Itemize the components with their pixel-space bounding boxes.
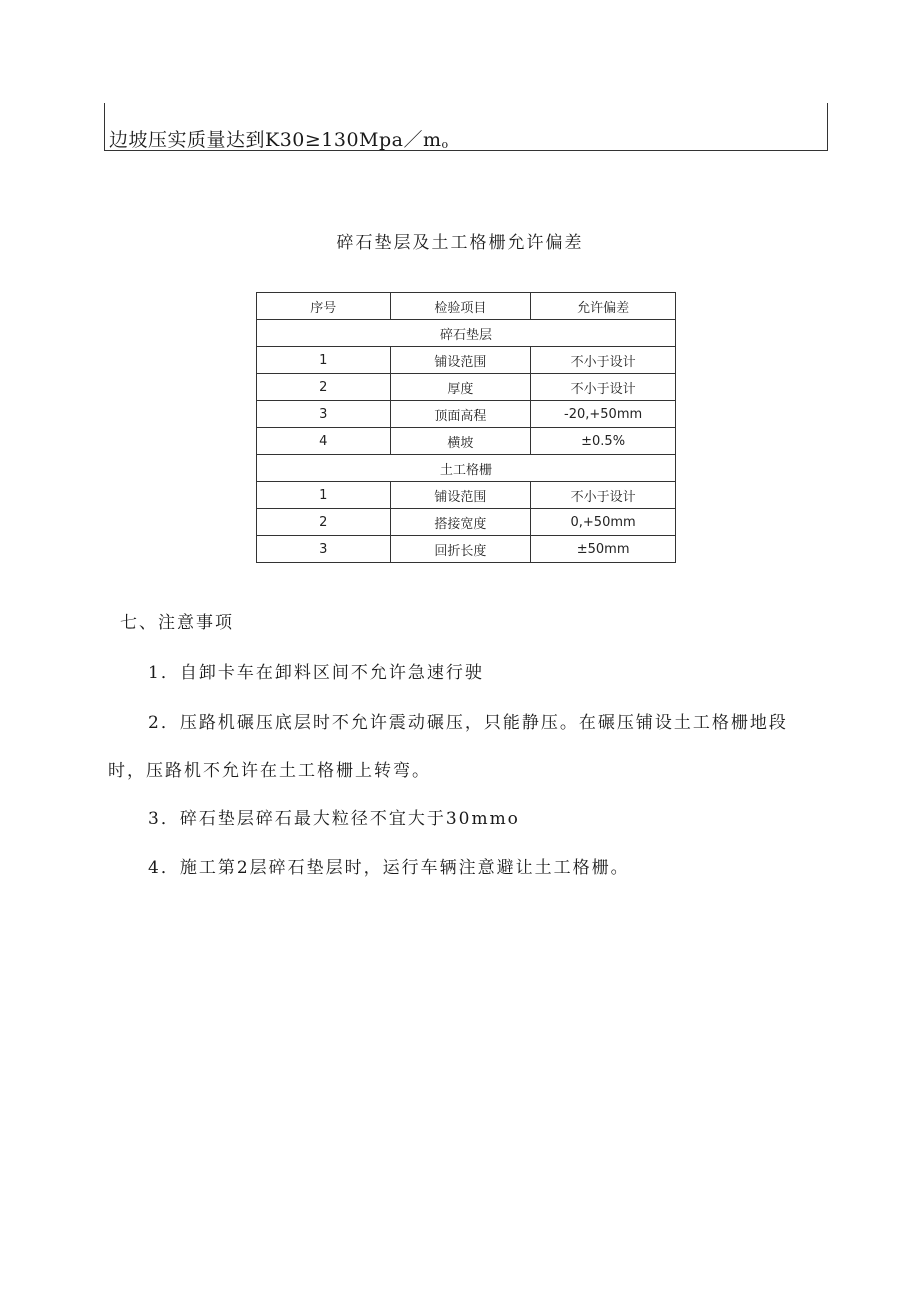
table-title: 碎石垫层及土工格栅允许偏差	[336, 233, 584, 253]
table-row	[257, 374, 676, 401]
header-tolerance: 允许偏差	[531, 293, 676, 320]
cell-item: 回折长度	[390, 536, 531, 563]
cell-seq: 4	[257, 428, 391, 455]
section-row	[257, 455, 676, 482]
header-seq: 序号	[257, 293, 391, 320]
note-item-3: 3．碎石垫层碎石最大粒径不宜大于30mmo	[148, 809, 520, 829]
cell-tolerance: 不小于设计	[531, 347, 676, 374]
table-header-row	[257, 293, 676, 320]
unit-subscript: o	[441, 138, 449, 151]
compaction-requirement-text: 边坡压实质量达到K30≥130Mpa／mo	[109, 129, 449, 151]
tolerance-table	[256, 292, 676, 563]
table-row	[257, 482, 676, 509]
cell-tolerance: 不小于设计	[531, 374, 676, 401]
header-item: 检验项目	[390, 293, 531, 320]
section-title: 碎石垫层	[257, 320, 676, 347]
cell-tolerance: ±0.5%	[531, 428, 676, 455]
section-title: 土工格栅	[257, 455, 676, 482]
cell-seq: 1	[257, 482, 391, 509]
cell-item: 顶面高程	[390, 401, 531, 428]
cell-item: 铺设范围	[390, 347, 531, 374]
table-row	[257, 536, 676, 563]
cell-tolerance: 不小于设计	[531, 482, 676, 509]
cell-seq: 2	[257, 509, 391, 536]
cell-seq: 2	[257, 374, 391, 401]
note-item-1: 1．自卸卡车在卸料区间不允许急速行驶	[148, 663, 484, 683]
cell-tolerance: ±50mm	[531, 536, 676, 563]
table-row	[257, 347, 676, 374]
table-row	[257, 401, 676, 428]
note-item-2-continued: 时，压路机不允许在土工格栅上转弯。	[108, 761, 431, 781]
cell-item: 横坡	[390, 428, 531, 455]
table-row	[257, 428, 676, 455]
table-row	[257, 509, 676, 536]
cell-item: 厚度	[390, 374, 531, 401]
cell-seq: 3	[257, 401, 391, 428]
cell-item: 搭接宽度	[390, 509, 531, 536]
cell-seq: 3	[257, 536, 391, 563]
notes-heading: 七、注意事项	[120, 613, 234, 633]
note-item-2: 2．压路机碾压底层时不允许震动碾压，只能静压。在碾压铺设土工格栅地段	[148, 713, 788, 733]
cell-tolerance: 0,+50mm	[531, 509, 676, 536]
note-item-4: 4．施工第2层碎石垫层时，运行车辆注意避让土工格栅。	[148, 858, 630, 878]
cell-item: 铺设范围	[390, 482, 531, 509]
cell-seq: 1	[257, 347, 391, 374]
top-box	[104, 103, 828, 151]
cell-tolerance: -20,+50mm	[531, 401, 676, 428]
section-row	[257, 320, 676, 347]
